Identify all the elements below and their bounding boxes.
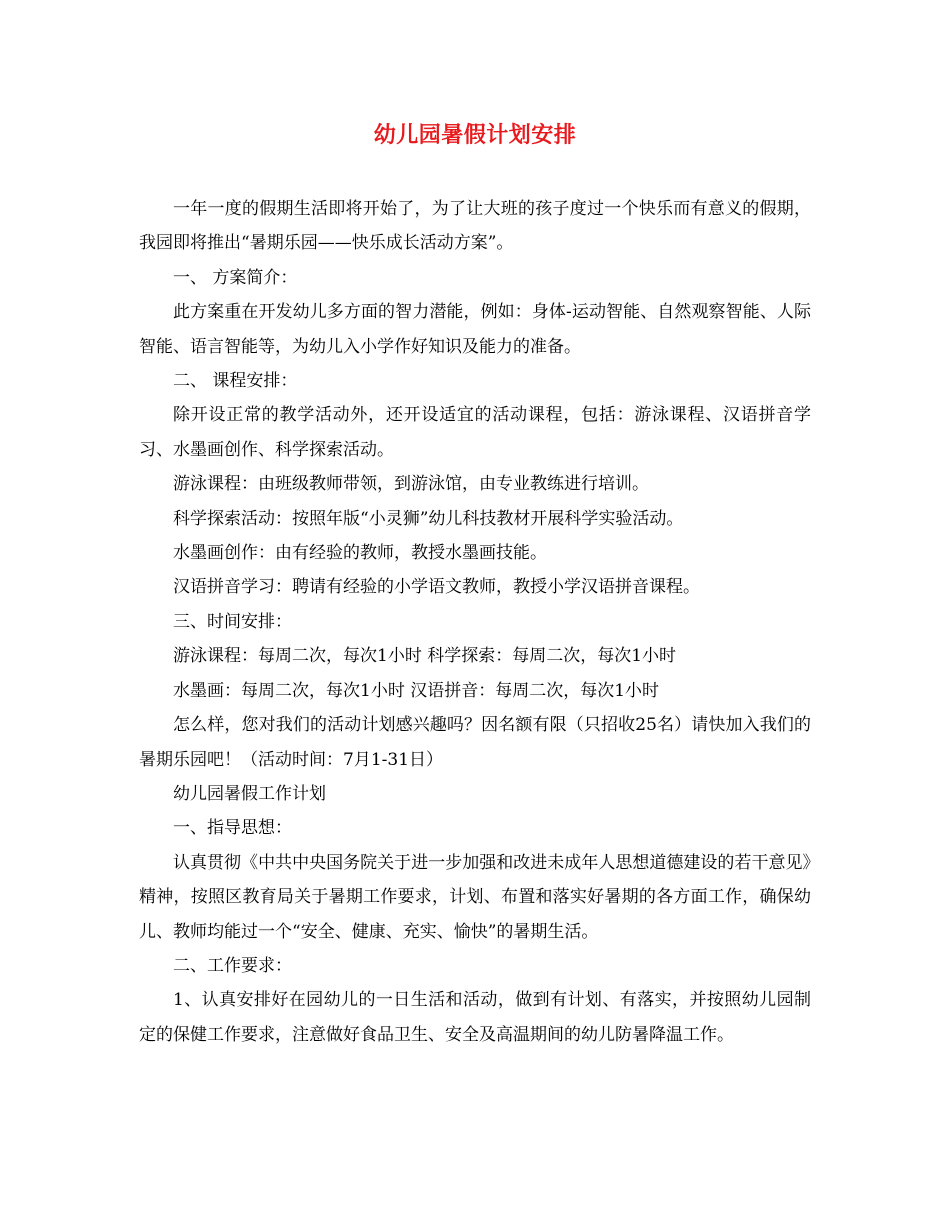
paragraph-course-list: 除开设正常的教学活动外，还开设适宜的活动课程，包括：游泳课程、汉语拼音学习、水墨画创作、科学探索活动。 — [139, 405, 811, 460]
paragraph-requirement-1: 1、认真安排好在园幼儿的一日生活和活动，做到有计划、有落实，并按照幼儿园制定的保健工作要求，注意做好食品卫生、安全及高温期间的幼儿防暑降温工作。 — [139, 990, 811, 1045]
heading-plan-summary: 一、 方案简介： — [173, 267, 298, 288]
heading-course-arrangement: 二、 课程安排： — [173, 371, 298, 392]
paragraph-intro: 一年一度的假期生活即将开始了，为了让大班的孩子度过一个快乐而有意义的假期，我园即将推出“暑期乐园——快乐成长活动方案”。 — [139, 199, 811, 254]
heading-work-plan: 幼儿园暑假工作计划 — [173, 783, 326, 804]
paragraph-science: 科学探索活动：按照年版“小灵狮”幼儿科技教材开展科学实验活动。 — [173, 508, 684, 529]
paragraph-swimming: 游泳课程：由班级教师带领，到游泳馆，由专业教练进行培训。 — [173, 474, 649, 495]
document-body — [139, 192, 811, 1052]
heading-time-arrangement: 三、时间安排： — [173, 611, 292, 632]
paragraph-plan-summary: 此方案重在开发幼儿多方面的智力潜能，例如：身体-运动智能、自然观察智能、人际智能、语言智能等，为幼儿入小学作好知识及能力的准备。 — [139, 302, 811, 357]
heading-guiding-thought: 一、指导思想： — [173, 818, 292, 839]
paragraph-schedule-1: 游泳课程：每周二次，每次1小时 科学探索：每周二次，每次1小时 — [173, 646, 677, 667]
paragraph-invitation: 怎么样，您对我们的活动计划感兴趣吗？因名额有限（只招收25名）请快加入我们的暑期乐园吧！（活动时间：7月1-31日） — [139, 715, 811, 770]
document-title: 幼儿园暑假计划安排 — [373, 122, 577, 148]
heading-work-requirements: 二、工作要求： — [173, 955, 292, 976]
paragraph-guiding-thought: 认真贯彻《中共中央国务院关于进一步加强和改进未成年人思想道德建设的若干意见》精神，按照区教育局关于暑期工作要求，计划、布置和落实好暑期的各方面工作，确保幼儿、教师均能过一个“安全、健康、充实、愉快”的暑期生活。 — [139, 852, 811, 942]
paragraph-ink-painting: 水墨画创作：由有经验的教师，教授水墨画技能。 — [173, 543, 547, 564]
paragraph-pinyin: 汉语拼音学习：聘请有经验的小学语文教师，教授小学汉语拼音课程。 — [173, 577, 700, 598]
paragraph-schedule-2: 水墨画：每周二次，每次1小时 汉语拼音：每周二次，每次1小时 — [173, 680, 660, 701]
